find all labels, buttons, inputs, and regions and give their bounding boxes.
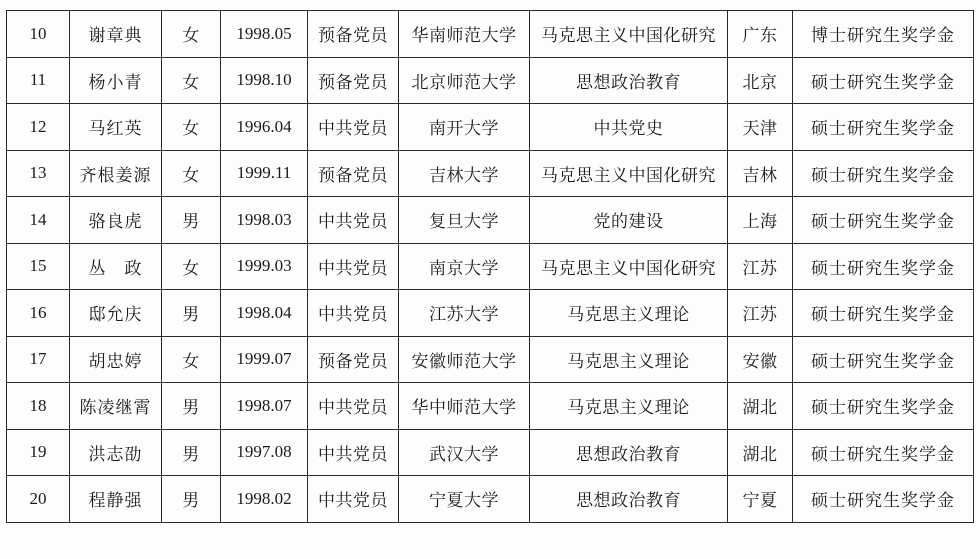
award-cell: 博士研究生奖学金 (793, 11, 974, 58)
table-row (7, 11, 974, 58)
birth-date-cell: 1999.07 (221, 336, 308, 383)
table-row (7, 197, 974, 244)
name-cell: 程静强 (70, 476, 162, 523)
political-status-cell: 预备党员 (308, 11, 399, 58)
award-cell: 硕士研究生奖学金 (793, 290, 974, 337)
table-row (7, 150, 974, 197)
row-number-cell: 17 (7, 336, 70, 383)
university-cell: 吉林大学 (399, 150, 530, 197)
row-number-cell: 18 (7, 383, 70, 430)
region-cell: 北京 (728, 57, 793, 104)
row-number-cell: 16 (7, 290, 70, 337)
political-status-cell: 预备党员 (308, 57, 399, 104)
major-cell: 马克思主义理论 (530, 336, 728, 383)
gender-cell: 女 (162, 150, 221, 197)
major-cell: 马克思主义中国化研究 (530, 11, 728, 58)
row-number-cell: 10 (7, 11, 70, 58)
table-row (7, 476, 974, 523)
row-number-cell: 19 (7, 429, 70, 476)
name-cell: 马红英 (70, 104, 162, 151)
award-cell: 硕士研究生奖学金 (793, 336, 974, 383)
political-status-cell: 预备党员 (308, 150, 399, 197)
gender-cell: 女 (162, 336, 221, 383)
political-status-cell: 中共党员 (308, 243, 399, 290)
gender-cell: 男 (162, 429, 221, 476)
region-cell: 湖北 (728, 383, 793, 430)
major-cell: 中共党史 (530, 104, 728, 151)
birth-date-cell: 1998.07 (221, 383, 308, 430)
name-cell: 邸允庆 (70, 290, 162, 337)
table-row (7, 57, 974, 104)
political-status-cell: 中共党员 (308, 104, 399, 151)
university-cell: 宁夏大学 (399, 476, 530, 523)
name-cell: 杨小青 (70, 57, 162, 104)
name-cell: 骆良虎 (70, 197, 162, 244)
region-cell: 湖北 (728, 429, 793, 476)
table-row (7, 104, 974, 151)
major-cell: 思想政治教育 (530, 429, 728, 476)
university-cell: 江苏大学 (399, 290, 530, 337)
political-status-cell: 中共党员 (308, 197, 399, 244)
name-cell: 丛 政 (70, 243, 162, 290)
award-cell: 硕士研究生奖学金 (793, 150, 974, 197)
row-number-cell: 15 (7, 243, 70, 290)
major-cell: 马克思主义中国化研究 (530, 150, 728, 197)
gender-cell: 女 (162, 104, 221, 151)
birth-date-cell: 1997.08 (221, 429, 308, 476)
birth-date-cell: 1998.05 (221, 11, 308, 58)
university-cell: 南开大学 (399, 104, 530, 151)
name-cell: 陈凌继霄 (70, 383, 162, 430)
major-cell: 马克思主义理论 (530, 290, 728, 337)
region-cell: 天津 (728, 104, 793, 151)
university-cell: 华南师范大学 (399, 11, 530, 58)
region-cell: 安徽 (728, 336, 793, 383)
birth-date-cell: 1998.04 (221, 290, 308, 337)
political-status-cell: 预备党员 (308, 336, 399, 383)
gender-cell: 女 (162, 11, 221, 58)
gender-cell: 女 (162, 57, 221, 104)
university-cell: 复旦大学 (399, 197, 530, 244)
major-cell: 马克思主义中国化研究 (530, 243, 728, 290)
row-number-cell: 13 (7, 150, 70, 197)
university-cell: 武汉大学 (399, 429, 530, 476)
major-cell: 党的建设 (530, 197, 728, 244)
region-cell: 江苏 (728, 290, 793, 337)
university-cell: 北京师范大学 (399, 57, 530, 104)
table-row (7, 429, 974, 476)
university-cell: 安徽师范大学 (399, 336, 530, 383)
birth-date-cell: 1999.11 (221, 150, 308, 197)
political-status-cell: 中共党员 (308, 290, 399, 337)
roster-body (7, 11, 974, 523)
award-cell: 硕士研究生奖学金 (793, 197, 974, 244)
region-cell: 宁夏 (728, 476, 793, 523)
award-cell: 硕士研究生奖学金 (793, 57, 974, 104)
row-number-cell: 12 (7, 104, 70, 151)
name-cell: 齐根姜源 (70, 150, 162, 197)
major-cell: 思想政治教育 (530, 476, 728, 523)
gender-cell: 男 (162, 290, 221, 337)
table-row (7, 336, 974, 383)
birth-date-cell: 1998.10 (221, 57, 308, 104)
region-cell: 江苏 (728, 243, 793, 290)
university-cell: 华中师范大学 (399, 383, 530, 430)
award-cell: 硕士研究生奖学金 (793, 243, 974, 290)
birth-date-cell: 1998.03 (221, 197, 308, 244)
scholarship-roster-table (6, 10, 974, 523)
major-cell: 思想政治教育 (530, 57, 728, 104)
birth-date-cell: 1996.04 (221, 104, 308, 151)
award-cell: 硕士研究生奖学金 (793, 476, 974, 523)
gender-cell: 女 (162, 243, 221, 290)
table-row (7, 243, 974, 290)
gender-cell: 男 (162, 476, 221, 523)
row-number-cell: 20 (7, 476, 70, 523)
region-cell: 上海 (728, 197, 793, 244)
name-cell: 谢章典 (70, 11, 162, 58)
table-row (7, 290, 974, 337)
political-status-cell: 中共党员 (308, 383, 399, 430)
university-cell: 南京大学 (399, 243, 530, 290)
award-cell: 硕士研究生奖学金 (793, 429, 974, 476)
gender-cell: 男 (162, 197, 221, 244)
major-cell: 马克思主义理论 (530, 383, 728, 430)
award-cell: 硕士研究生奖学金 (793, 104, 974, 151)
table-row (7, 383, 974, 430)
political-status-cell: 中共党员 (308, 429, 399, 476)
name-cell: 胡忠婷 (70, 336, 162, 383)
birth-date-cell: 1999.03 (221, 243, 308, 290)
gender-cell: 男 (162, 383, 221, 430)
political-status-cell: 中共党员 (308, 476, 399, 523)
region-cell: 吉林 (728, 150, 793, 197)
birth-date-cell: 1998.02 (221, 476, 308, 523)
row-number-cell: 14 (7, 197, 70, 244)
award-cell: 硕士研究生奖学金 (793, 383, 974, 430)
row-number-cell: 11 (7, 57, 70, 104)
region-cell: 广东 (728, 11, 793, 58)
name-cell: 洪志劭 (70, 429, 162, 476)
